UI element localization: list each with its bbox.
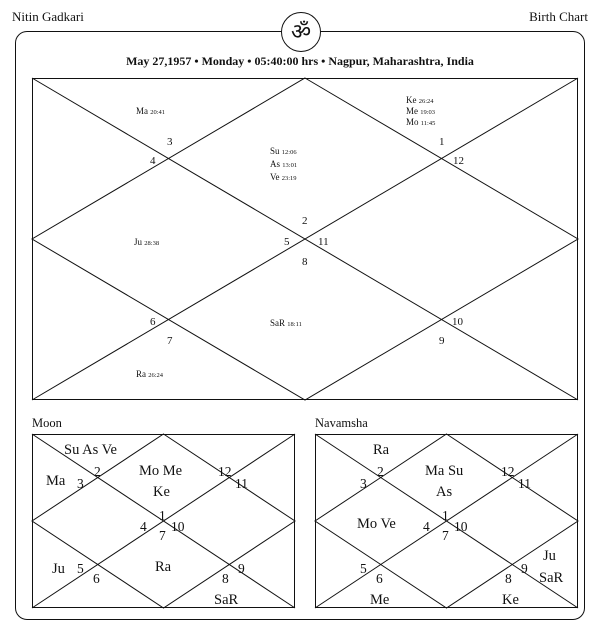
birth-details: May 27,1957 • Monday • 05:40:00 hrs • Nagpur, Maharashtra, India xyxy=(126,54,474,68)
planet-label: Me 19:03 xyxy=(406,106,436,116)
sign-number: 1 xyxy=(442,508,449,523)
sign-number: 9 xyxy=(521,561,528,576)
sign-number: 9 xyxy=(439,335,445,347)
planet-label: SaR xyxy=(214,592,239,608)
sign-number: 7 xyxy=(442,528,449,543)
sign-number: 8 xyxy=(222,571,229,586)
sign-number: 8 xyxy=(302,256,308,268)
chart-title: Birth Chart xyxy=(529,9,588,24)
sign-number: 11 xyxy=(235,476,248,491)
planet-label: SaR 18:11 xyxy=(270,318,302,328)
main-chart-grid xyxy=(32,78,578,400)
planet-label: Ke 26:24 xyxy=(406,95,434,105)
planet-label: Ma 20:41 xyxy=(136,106,166,116)
planet-label: Ke xyxy=(502,592,519,608)
native-name: Nitin Gadkari xyxy=(12,9,84,24)
moon-chart-title: Moon xyxy=(32,416,62,430)
planet-label: Ve 23:19 xyxy=(270,172,297,182)
sign-number: 1 xyxy=(439,136,445,148)
planet-label: As xyxy=(436,484,453,500)
planet-label: Me xyxy=(370,592,390,608)
sign-number: 3 xyxy=(167,136,173,148)
sign-number: 10 xyxy=(454,519,468,534)
sign-number: 2 xyxy=(302,215,308,227)
sign-number: 8 xyxy=(505,571,512,586)
sign-number: 12 xyxy=(218,464,232,479)
planet-label: Mo Ve xyxy=(357,516,396,532)
navamsha-chart-title: Navamsha xyxy=(315,416,368,430)
om-icon: ॐ xyxy=(281,12,321,52)
planet-label: Mo 11:45 xyxy=(406,117,436,127)
planet-label: As 13:01 xyxy=(270,159,298,169)
sign-number: 7 xyxy=(159,528,166,543)
planet-label: Ju xyxy=(543,548,556,564)
sign-number: 9 xyxy=(238,561,245,576)
sign-number: 5 xyxy=(360,561,367,576)
planet-label: Su As Ve xyxy=(64,442,117,458)
sign-number: 6 xyxy=(376,571,383,586)
planet-label: Ke xyxy=(153,484,170,500)
planet-label: Ju xyxy=(52,561,65,577)
planet-label: Ra 26:24 xyxy=(136,369,164,379)
sign-number: 4 xyxy=(150,155,156,167)
sign-number: 2 xyxy=(94,464,101,479)
sign-number: 10 xyxy=(171,519,185,534)
planet-label: Mo Me xyxy=(139,463,183,479)
sign-number: 10 xyxy=(452,316,463,328)
sign-number: 7 xyxy=(167,335,173,347)
planet-label: Ma xyxy=(46,473,66,489)
sign-number: 5 xyxy=(284,236,290,248)
sign-number: 1 xyxy=(159,508,166,523)
sign-number: 5 xyxy=(77,561,84,576)
sign-number: 12 xyxy=(453,155,464,167)
planet-label: Ra xyxy=(155,559,172,575)
sign-number: 11 xyxy=(318,236,329,248)
sign-number: 2 xyxy=(377,464,384,479)
sign-number: 6 xyxy=(150,316,156,328)
main-chart xyxy=(32,78,578,400)
planet-label: Ma Su xyxy=(425,463,464,479)
planet-label: Ju 28:38 xyxy=(134,237,160,247)
sign-number: 3 xyxy=(360,476,367,491)
sign-number: 12 xyxy=(501,464,515,479)
planet-label: Su 12:06 xyxy=(270,146,297,156)
sign-number: 6 xyxy=(93,571,100,586)
sign-number: 4 xyxy=(140,519,147,534)
sign-number: 4 xyxy=(423,519,430,534)
sign-number: 11 xyxy=(518,476,531,491)
planet-label: SaR xyxy=(539,570,564,586)
sign-number: 3 xyxy=(77,476,84,491)
moon-chart xyxy=(32,434,295,608)
planet-label: Ra xyxy=(373,442,390,458)
navamsha-chart xyxy=(315,434,578,608)
